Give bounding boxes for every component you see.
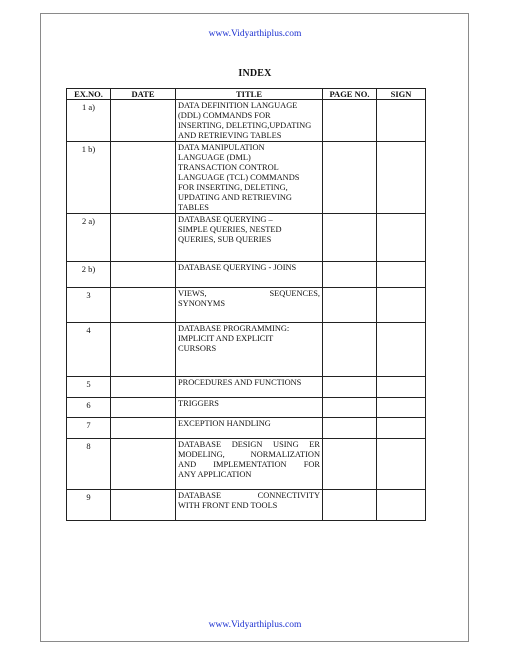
title-line: (DDL) COMMANDS FOR — [178, 111, 271, 120]
title-line: IMPLICIT AND EXPLICIT — [178, 334, 274, 343]
cell-ex-no: 1 b) — [67, 142, 111, 214]
cell-title — [176, 323, 323, 377]
footer-site-link[interactable]: www.Vidyarthiplus.com — [208, 620, 302, 630]
table-row — [67, 288, 426, 323]
cell-ex-no: 1 a) — [67, 100, 111, 142]
cell-title — [176, 214, 323, 262]
title-line: UPDATING AND RETRIEVING — [178, 193, 292, 202]
col-header-date: DATE — [111, 89, 176, 100]
cell-sign — [377, 100, 426, 142]
cell-sign — [377, 262, 426, 288]
cell-page-no — [323, 262, 377, 288]
col-header-title: TITLE — [176, 89, 323, 100]
title-line: DATABASE DESIGN USING ER — [178, 440, 320, 449]
cell-page-no — [323, 142, 377, 214]
cell-date — [111, 214, 176, 262]
cell-sign — [377, 439, 426, 490]
cell-date — [111, 418, 176, 439]
title-line: INSERTING, DELETING,UPDATING — [178, 121, 312, 130]
cell-ex-no: 7 — [67, 418, 111, 439]
cell-ex-no: 6 — [67, 398, 111, 418]
table-row — [67, 323, 426, 377]
title-line: TRIGGERS — [178, 399, 219, 408]
title-line: FOR INSERTING, DELETING, — [178, 183, 288, 192]
cell-page-no — [323, 398, 377, 418]
title-line: TRANSACTION CONTROL — [178, 163, 279, 172]
cell-ex-no: 5 — [67, 377, 111, 398]
cell-page-no — [323, 323, 377, 377]
title-line: MODELING, NORMALIZATION — [178, 450, 320, 459]
cell-ex-no: 2 b) — [67, 262, 111, 288]
table-row — [67, 490, 426, 521]
title-line: WITH FRONT END TOOLS — [178, 501, 278, 510]
cell-title — [176, 398, 323, 418]
index-table-body — [67, 100, 426, 521]
title-line: EXCEPTION HANDLING — [178, 419, 271, 428]
title-line: CURSORS — [178, 344, 217, 353]
cell-page-no — [323, 439, 377, 490]
cell-page-no — [323, 100, 377, 142]
title-line: AND RETRIEVING TABLES — [178, 131, 282, 140]
cell-date — [111, 490, 176, 521]
title-line: DATABASE PROGRAMMING: — [178, 324, 290, 333]
table-row — [67, 214, 426, 262]
col-header-pageno: PAGE NO. — [323, 89, 377, 100]
table-row — [67, 398, 426, 418]
title-line: LANGUAGE (DML) — [178, 153, 251, 162]
cell-sign — [377, 398, 426, 418]
cell-title — [176, 262, 323, 288]
cell-page-no — [323, 490, 377, 521]
header-site-link[interactable]: www.Vidyarthiplus.com — [208, 29, 302, 39]
table-header-row — [67, 89, 426, 100]
index-table — [66, 88, 426, 521]
cell-ex-no: 9 — [67, 490, 111, 521]
col-header-exno: EX.NO. — [67, 89, 111, 100]
title-line: DATA MANIPULATION — [178, 143, 265, 152]
cell-date — [111, 288, 176, 323]
title-line: DATABASE CONNECTIVITY — [178, 491, 320, 500]
cell-ex-no: 8 — [67, 439, 111, 490]
cell-ex-no: 2 a) — [67, 214, 111, 262]
col-header-sign: SIGN — [377, 89, 426, 100]
cell-sign — [377, 323, 426, 377]
table-row — [67, 142, 426, 214]
cell-sign — [377, 142, 426, 214]
title-line: QUERIES, SUB QUERIES — [178, 235, 272, 244]
table-row — [67, 262, 426, 288]
cell-ex-no: 4 — [67, 323, 111, 377]
table-row — [67, 418, 426, 439]
index-title: INDEX — [238, 68, 272, 79]
title-line: AND IMPLEMENTATION FOR — [178, 460, 320, 469]
cell-date — [111, 100, 176, 142]
cell-date — [111, 398, 176, 418]
cell-title — [176, 377, 323, 398]
title-line: VIEWS, SEQUENCES, — [178, 289, 320, 298]
title-line: DATABASE QUERYING - JOINS — [178, 263, 297, 272]
cell-ex-no: 3 — [67, 288, 111, 323]
table-row — [67, 100, 426, 142]
cell-sign — [377, 490, 426, 521]
title-line: DATA DEFINITION LANGUAGE — [178, 101, 298, 110]
cell-date — [111, 439, 176, 490]
cell-title — [176, 439, 323, 490]
title-line: SYNONYMS — [178, 299, 226, 308]
cell-page-no — [323, 418, 377, 439]
cell-sign — [377, 377, 426, 398]
cell-title — [176, 490, 323, 521]
cell-sign — [377, 214, 426, 262]
cell-page-no — [323, 377, 377, 398]
cell-sign — [377, 418, 426, 439]
cell-page-no — [323, 214, 377, 262]
title-line: PROCEDURES AND FUNCTIONS — [178, 378, 302, 387]
table-row — [67, 439, 426, 490]
cell-page-no — [323, 288, 377, 323]
title-line: DATABASE QUERYING – — [178, 215, 273, 224]
table-row — [67, 377, 426, 398]
cell-title — [176, 100, 323, 142]
cell-title — [176, 288, 323, 323]
cell-title — [176, 418, 323, 439]
title-line: LANGUAGE (TCL) COMMANDS — [178, 173, 300, 182]
cell-title — [176, 142, 323, 214]
cell-date — [111, 377, 176, 398]
cell-date — [111, 262, 176, 288]
cell-date — [111, 323, 176, 377]
title-line: ANY APPLICATION — [178, 470, 252, 479]
cell-sign — [377, 288, 426, 323]
title-line: SIMPLE QUERIES, NESTED — [178, 225, 282, 234]
cell-date — [111, 142, 176, 214]
title-line: TABLES — [178, 203, 209, 212]
